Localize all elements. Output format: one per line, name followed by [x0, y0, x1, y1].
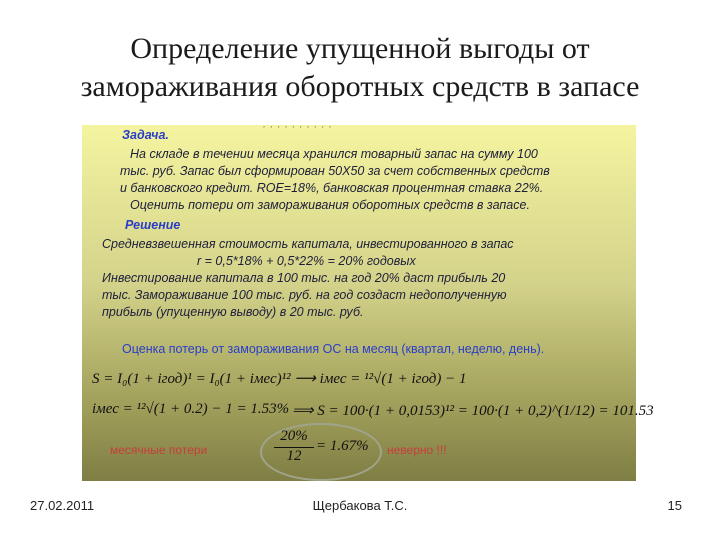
task-line: На складе в течении месяца хранился товарный запас на сумму 100: [130, 147, 538, 161]
task-line: Оценить потери от замораживания оборотных средств в запасе.: [130, 198, 530, 212]
task-heading: Задача.: [122, 128, 169, 142]
solution-line: Средневзвешенная стоимость капитала, инвестированного в запас: [102, 237, 514, 251]
slide-title: [0, 30, 720, 106]
footer-date: 27.02.2011: [30, 498, 95, 513]
cut-off-text: · · · · · · · · · ·: [262, 119, 332, 133]
formula-compound: S = I₀(1 + iгод)¹ = I₀(1 + iмес)¹² ⟶ iмес = ¹²√(1 + iгод) − 1: [92, 371, 467, 387]
fraction-numerator: 20%: [274, 428, 314, 448]
solution-line: Инвестирование капитала в 100 тыс. на год 20% даст прибыль 20: [102, 271, 506, 285]
solution-line: прибыль (упущенную выводу) в 20 тыс. руб.: [102, 305, 364, 319]
solution-line: тыс. Замораживание 100 тыс. руб. на год создаст недополученную: [102, 288, 507, 302]
estimate-heading: Оценка потерь от замораживания ОС на месяц (квартал, неделю, день).: [122, 342, 545, 356]
solution-line: r = 0,5*18% + 0,5*22% = 20% годовых: [197, 254, 416, 268]
title-line-2: замораживания оборотных средств в запасе: [80, 70, 640, 103]
formula-monthly-rate: iмес = ¹²√(1 + 0.2) − 1 = 1.53%: [92, 401, 290, 417]
content-panel: [82, 119, 654, 481]
fraction-result: = 1.67%: [316, 438, 369, 454]
monthly-loss-label: месячные потери: [110, 443, 208, 457]
fraction-denominator: 12: [286, 448, 302, 464]
title-line-1: Определение упущенной выгоды от: [130, 32, 590, 65]
footer-author: Щербакова Т.С.: [312, 498, 408, 513]
wrong-label: неверно !!!: [387, 443, 447, 457]
task-line: и банковского кредит. ROE=18%, банковская процентная ставка 22%.: [120, 181, 544, 195]
page-number: 15: [667, 498, 682, 513]
solution-heading: Решение: [125, 218, 181, 232]
task-line: тыс. руб. Запас был сформирован 50Х50 за счет собственных средств: [120, 164, 550, 178]
formula-result: ⟹ S = 100·(1 + 0,0153)¹² = 100·(1 + 0,2)^(1/12) = 101.53: [292, 403, 654, 419]
fraction: [274, 428, 314, 465]
